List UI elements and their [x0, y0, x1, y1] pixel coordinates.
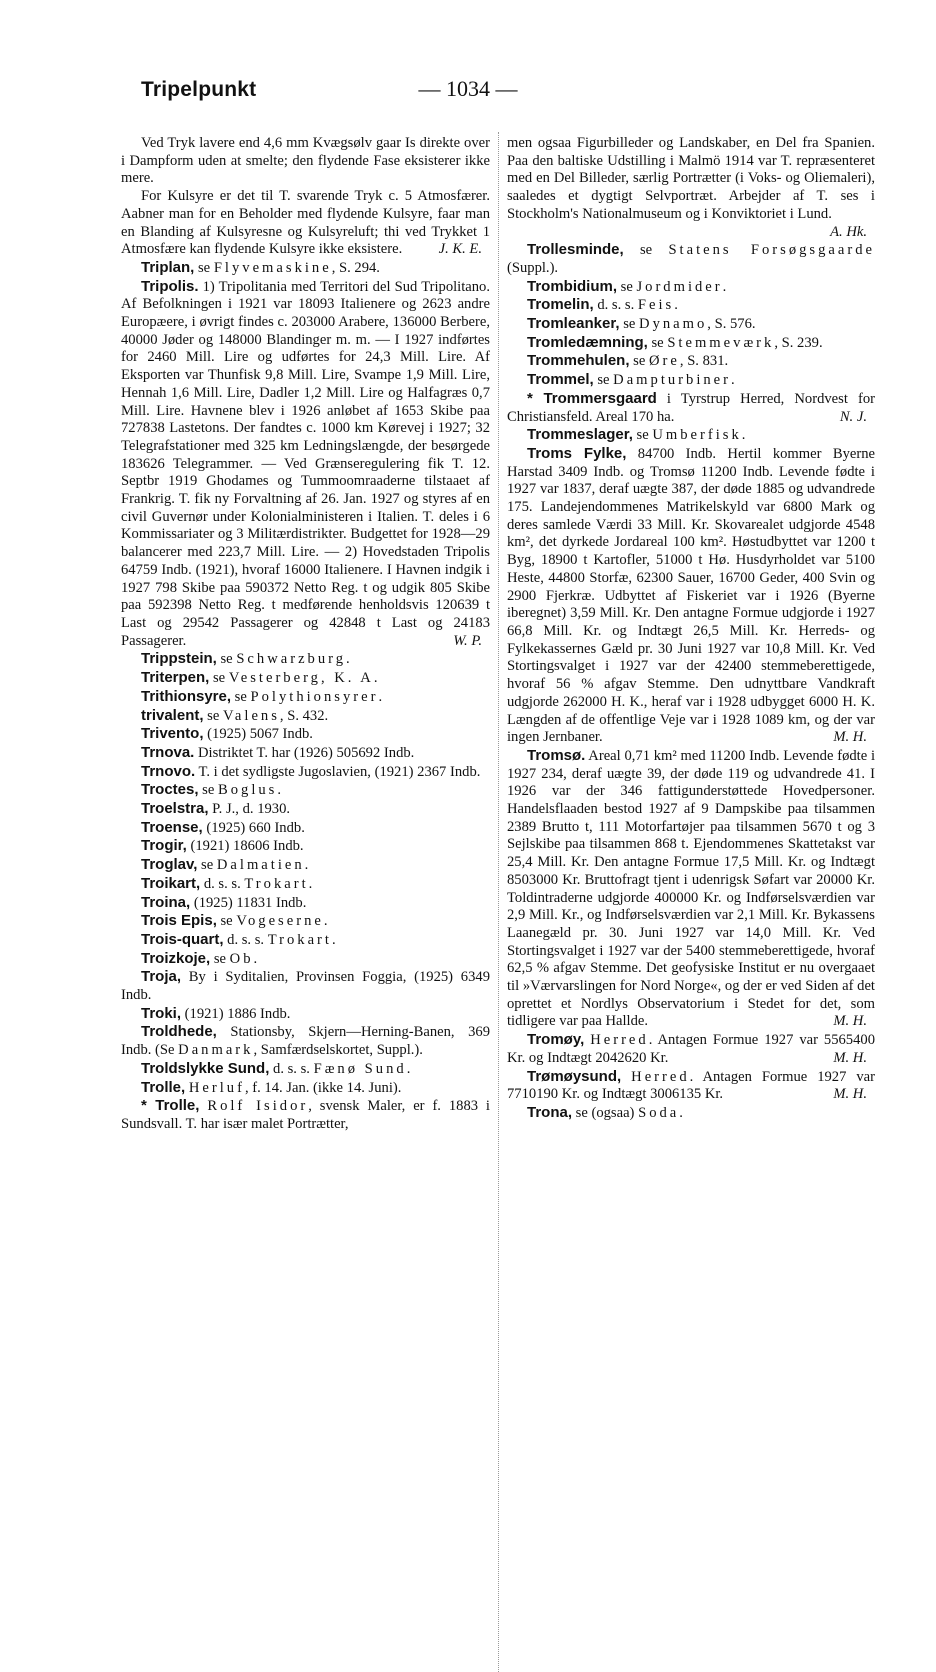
entry-text: (1921) 18606 Indb. — [186, 838, 304, 855]
entry-headword: Trommel, — [527, 371, 594, 389]
cross-reference: Jordmider — [636, 278, 723, 295]
entry-text: , S. 294. — [331, 259, 380, 276]
entry-text: . — [741, 427, 746, 444]
entry-paragraph — [121, 763, 490, 782]
entry-text: . — [406, 1060, 411, 1077]
entry-text: T. i det sydligste Jugoslavien, (1921) 2367 Indb. — [195, 763, 481, 780]
entry-text: . — [323, 913, 328, 930]
entry-text: se — [194, 259, 214, 276]
entry-headword: Troja, — [141, 968, 182, 986]
entry-headword: Trollesminde, — [527, 241, 624, 259]
entry-text: . — [331, 931, 336, 948]
entry-paragraph — [507, 1104, 875, 1123]
entry-text: i Tyrstrup Herred, Nordvest for Christiansfeld. Areal 170 ha. — [507, 390, 875, 425]
entry-paragraph — [121, 856, 490, 875]
entry-text: . — [253, 950, 258, 967]
entry-headword: Tripolis. — [141, 277, 199, 295]
cross-reference: Vesterberg, K. A. — [228, 670, 381, 687]
cross-reference: Rolf Isidor — [207, 1098, 309, 1115]
entry-paragraph — [121, 669, 490, 688]
entry-headword: Troctes, — [141, 781, 199, 799]
entry-paragraph — [121, 912, 490, 931]
left-column — [121, 135, 490, 1134]
entry-headword: Tromledæmning, — [527, 333, 648, 351]
entry-paragraph — [121, 744, 490, 763]
entry-headword: Trnova. — [141, 743, 195, 761]
entry-paragraph — [507, 278, 875, 297]
entry-headword: Tromelin, — [527, 296, 594, 314]
entry-text: se — [623, 242, 669, 259]
entry-text: . — [378, 688, 383, 705]
cross-reference: Herred — [631, 1068, 690, 1085]
entry-headword: Troldslykke Sund, — [141, 1059, 270, 1077]
entry-headword: Trithionsyre, — [141, 687, 232, 705]
entry-text: , S. 432. — [279, 707, 329, 724]
cross-reference: Dampturbiner — [613, 372, 732, 389]
page-header — [0, 76, 936, 110]
entry-text: . — [674, 297, 678, 314]
entry-text: Distriktet T. har (1926) 505692 Indb. — [194, 744, 415, 761]
entry-text: . — [346, 651, 350, 668]
entry-headword: * Trolle, — [141, 1097, 200, 1115]
entry-text: (1921) 1886 Indb. — [181, 1005, 291, 1022]
entry-text: , S. 831. — [679, 353, 729, 370]
entry-paragraph — [121, 278, 490, 651]
entry-headword: Trona, — [527, 1103, 573, 1121]
entry-text: . — [277, 782, 282, 799]
author-signature: N. J. — [839, 408, 867, 425]
entry-paragraph — [507, 352, 875, 371]
entry-text: se — [216, 913, 237, 930]
entry-paragraph — [507, 334, 875, 353]
entry-text: se — [216, 651, 237, 668]
entry-paragraph — [507, 296, 875, 315]
entry-paragraph — [507, 1031, 875, 1067]
entry-paragraph — [121, 781, 490, 800]
entry-text: . Antagen Formue 1927 var 5565400 Kr. og Indtægt 2042620 Kr. — [507, 1032, 875, 1066]
entry-text: , svensk Maler, er f. 1883 i Sundsvall. T. har især malet Portrætter, — [121, 1098, 490, 1132]
cross-reference: Flyvemaskine — [213, 259, 332, 276]
entry-headword: Trois Epis, — [141, 912, 217, 930]
cross-reference: Feis — [637, 297, 675, 314]
entry-headword: * Trommersgaard — [527, 389, 657, 407]
entry-paragraph — [121, 188, 490, 259]
entry-paragraph — [507, 390, 875, 426]
entry-text: (1925) 11831 Indb. — [190, 894, 307, 911]
entry-headword: Trolle, — [141, 1078, 186, 1096]
entry-text: se — [617, 278, 637, 295]
entry-text: se — [203, 707, 223, 724]
cross-reference: Valens — [223, 707, 280, 724]
entry-text: 84700 Indb. Hertil kommer Byerne Harstad 3409 Indb. og Tromsø 11200 Indb. Levende fødte i 1927 var 1837, deraf uægte 387, der døde 1885 og udvandrede 175. Landejendommenes Matrikelskyld var 6800 Mark og deres samlede Værdi 33 Mill. Kr. Skovarealet udgjorde 4548 km², det dyrkede Jordareal 100 km². Høstudbyttet var 1200 t Byg, 18900 t Kartofler, 51000 t Hø. Husdyrholdet var 5100 Heste, 44800 Storfæ, 62300 Sauer, 16700 Geder, 400 Svin og 2900 Fjerkræ. Udbyttet af Fiskeriet var i 1926 (Byerne iberegnet) 3,59 Mill. Kr. Den antagne Formue udgjorde i 1927 66,8 Mill. Kr. og Indtægt 26,5 Mill. Kr. Herreds- og Fylkekassernes Gæld pr. 30 Juni 1927 var 10,8 Mill. Kr. Ved Stortingsvalget i 1927 var der 42400 stemmeberettigede, hvoraf 56 % afgav Stemme. Den udnyttbare Vandkraft udgjorde 262000 H. K., heraf var i 1928 udbygget 6000 H. K. Længden af de offentlige Veje var i 1928 1089 km, og der var ingen Jernbaner. — [507, 445, 875, 746]
entry-text: Areal 0,71 km² med 11200 Indb. Levende fødte i 1927 234, deraf uægte 39, der døde 119 og udvandrede 41. I 1926 var der 346 fattigunderstøttede Hovedpersoner. Handelsflaaden bestod 1927 af 9 Dampskibe paa tilsammen 2389 Brutto t, 111 Motorfartøjer paa tilsammen 5670 t og 3 Sejlskibe paa tilsammen 868 t. Ejendommenes Skattetakst var 25,4 Mill. Kr. Den antagne Formue 17,5 Mill. Kr. og Indtægt 8503000 Kr. Bruttofragt tjent i udenrigsk Søfart var 20000 Kr. Toldintraderne udgjorde 400000 Kr. og Indførselsværdien var 2,9 Mill. Kr., og Indførselsværdien var 2,1 Mill. Kr. Bykassens Laanegæld pr. 30. Juni 1927 var 14,0 Mill. Kr. Ved Stortingsvalget i 1927 var der 5400 stemmeberettigede, hvoraf 62,5 % afgav Stemme. Det geofysiske Institut er nu overgaaet til »Værvarslingen for Nord Norge«, og der er ved Siden af det oprettet et Nordlys Observatorium i Stedet for det, som tidligere var paa Hallde. — [507, 747, 875, 1030]
entry-paragraph — [121, 800, 490, 819]
entry-text: . — [722, 278, 727, 295]
author-signature: M. H. — [833, 1013, 867, 1030]
entry-paragraph — [507, 426, 875, 445]
entry-text: . — [304, 857, 309, 874]
entry-text: se — [619, 316, 640, 333]
cross-reference: Ob — [229, 950, 254, 967]
entry-paragraph — [507, 371, 875, 390]
entry-text: P. J., d. 1930. — [208, 801, 291, 818]
entry-text: (1925) 660 Indb. — [202, 819, 305, 836]
entry-paragraph — [121, 1079, 490, 1098]
entry-text: se — [197, 857, 217, 874]
entry-paragraph — [121, 931, 490, 950]
entry-paragraph — [121, 968, 490, 1004]
entry-text: By i Syditalien, Provinsen Foggia, (1925) 6349 Indb. — [121, 969, 490, 1004]
entry-paragraph — [507, 445, 875, 747]
cross-reference: Statens Forsøgsgaarde — [668, 242, 875, 259]
entry-paragraph — [121, 1097, 490, 1133]
author-signature: W. P. — [453, 632, 482, 649]
entry-headword: Trippstein, — [141, 650, 217, 668]
entry-text: , S. 576. — [707, 316, 756, 333]
entry-paragraph — [121, 135, 490, 188]
cross-reference: Dynamo — [639, 316, 708, 333]
entry-headword: Troms Fylke, — [527, 444, 627, 462]
entry-text: se — [198, 782, 218, 799]
running-title: Tripelpunkt — [141, 78, 257, 101]
entry-text: d. s. s. — [593, 297, 638, 314]
entry-paragraph — [121, 650, 490, 669]
entry-paragraph — [121, 259, 490, 278]
entry-text: . Antagen Formue 1927 var 7710190 Kr. og Indtægt 3006135 Kr. — [507, 1068, 875, 1103]
cross-reference: Øre — [649, 353, 680, 370]
entry-text: se — [593, 372, 614, 389]
entry-paragraph — [121, 725, 490, 744]
cross-reference: Herluf — [188, 1079, 245, 1096]
entry-text: (1925) 5067 Indb. — [203, 726, 313, 743]
entry-text — [621, 1069, 631, 1085]
entry-text: (Suppl.). — [507, 259, 559, 276]
entry-paragraph — [121, 1005, 490, 1024]
entry-headword: Trømøysund, — [527, 1067, 622, 1085]
right-column — [507, 135, 875, 1123]
entry-text: se — [209, 670, 229, 687]
entry-headword: trivalent, — [141, 706, 204, 724]
entry-paragraph — [507, 315, 875, 334]
entry-headword: Triterpen, — [141, 669, 210, 687]
entry-headword: Troizkoje, — [141, 949, 211, 967]
cross-reference: Boglus — [218, 782, 278, 799]
author-signature: J. K. E. — [438, 241, 482, 258]
entry-headword: Trommeslager, — [527, 426, 633, 444]
entry-text: 1) Tripolitania med Territori del Sud Tripolitano. Af Befolkningen i 1921 var 18093 Italienere og 2623 andre Europæere, i øvrigt findes c. 203000 Arabere, 136000 Berbere, 40000 Jøder og 148000 Blandinger m. m. — I 1927 indførtes for 2460 Mill. Lire og udførtes for 24,3 Mill. Lire. Af Eksporten var Thunfisk 9,8 Mill. Lire, Svampe 1,9 Mill. Lire, Hennah 1,6 Mill. Lire, Dadler 1,2 Mill. Lire og Halfagræs 0,7 Mill. Lire. Havnene blev i 1926 anløbet af 1653 Skibe paa 727838 Lastetons. Der fandtes c. 1000 km Kørevej i 1927; 32 Telegrafstationer med 325 km Ledningslængde, der besørgede 183626 Telegrammer. — Ved Grænseregulering fik T. 12. Septbr 1919 Ghodames og Tummoomraaderne tilstaaet af Frankrig. T. fik ny Forvaltning af 26. Jan. 1927 og styres af en civil Guvernør under Kolonialministeren i Italien. T. deles i 6 Kommissariater og 3 Militærdistrikter. Budgettet for 1928—29 balancerer med 223,7 Mill. Lire. — 2) Hovedstaden Tripolis 64759 Indb. (1921), hvoraf 16000 Italienere. I Havnen indgik i 1927 798 Skibe paa 590372 Netto Reg. t og udgik 805 Skibe paa 592398 Netto Reg. t medførende henholdsvis 120639 t Last og 29542 Passagerer og 42848 t Last og 24183 Passagerer. — [121, 278, 490, 649]
entry-headword: Troglav, — [141, 856, 198, 874]
entry-paragraph — [121, 875, 490, 894]
entry-text: se — [647, 334, 668, 351]
cross-reference: Trokart — [267, 931, 332, 948]
entry-paragraph — [121, 1060, 490, 1079]
entry-headword: Troina, — [141, 893, 191, 911]
cross-reference: Vogeserne — [236, 913, 324, 930]
cross-reference: Danmark — [178, 1042, 254, 1059]
entry-paragraph — [121, 688, 490, 707]
entry-text: Ved Tryk lavere end 4,6 mm Kvægsølv gaar Is direkte over i Dampform uden at smelte; den flydende Fase eksisterer ikke mere. — [121, 135, 490, 187]
entry-paragraph — [121, 819, 490, 838]
cross-reference: Schwarzburg — [236, 651, 347, 668]
cross-reference: Polythionsyrer — [250, 688, 379, 705]
entry-headword: Trogir, — [141, 837, 187, 855]
entry-text: se — [632, 427, 653, 444]
entry-headword: Troense, — [141, 818, 203, 836]
entry-headword: Troikart, — [141, 874, 201, 892]
entry-text: se (ogsaa) — [572, 1104, 639, 1121]
entry-text: se — [629, 353, 649, 370]
entry-text: Stationsby, Skjern—Herning-Banen, 369 Indb. (Se — [121, 1024, 490, 1059]
entry-text: . — [308, 875, 313, 892]
entry-headword: Troelstra, — [141, 800, 209, 818]
entry-text: men ogsaa Figurbilleder og Landskaber, en Del fra Spanien. Paa den baltiske Udstilling i Malmö 1914 var T. repræsenteret med en Del Billeder, særlig Portrætter (i Voks- og Oliemaleri), saaledes et dygtigt Selvportræt. Arbejder af T. ses i Stockholm's Nationalmuseum og i Konviktoriet i Lund. — [507, 135, 875, 222]
entry-headword: Tromleanker, — [527, 315, 620, 333]
author-signature: A. Hk. — [830, 223, 867, 240]
entry-text: For Kulsyre er det til T. svarende Tryk c. 5 Atmosfærer. Aabner man for en Beholder med flydende Kulsyre, faar man en Blanding af Kulsyresne og Kulsyreluft; thi ved Trykket 1 Atmosfære kan flydende Kulsyre ikke eksistere. — [121, 188, 490, 258]
entry-text: , S. 239. — [774, 334, 823, 351]
entry-paragraph — [507, 747, 875, 1031]
entry-headword: Trois-quart, — [141, 930, 224, 948]
entry-headword: Troki, — [141, 1004, 182, 1022]
entry-headword: Tromøy, — [527, 1031, 585, 1049]
entry-headword: Trommehulen, — [527, 352, 630, 370]
entry-text: , Samfærdselskortet, Suppl.). — [253, 1042, 423, 1059]
cross-reference: Fænø Sund — [313, 1060, 407, 1077]
entry-text: se — [210, 950, 230, 967]
cross-reference: Umberfisk — [652, 427, 742, 444]
entry-paragraph — [121, 707, 490, 726]
entry-paragraph — [121, 894, 490, 913]
entry-headword: Troldhede, — [141, 1023, 217, 1041]
entry-paragraph — [507, 135, 875, 241]
entry-paragraph — [121, 837, 490, 856]
author-signature: M. H. — [833, 1049, 867, 1066]
entry-headword: Tromsø. — [527, 746, 586, 764]
entry-paragraph — [507, 241, 875, 277]
cross-reference: Soda — [638, 1104, 680, 1121]
entry-headword: Triplan, — [141, 258, 195, 276]
entry-paragraph — [507, 1068, 875, 1104]
entry-headword: Trivento, — [141, 725, 204, 743]
entry-text: d. s. s. — [200, 875, 245, 892]
cross-reference: Stemmeværk — [667, 334, 775, 351]
entry-headword: Trnovo. — [141, 762, 196, 780]
cross-reference: Trokart — [244, 875, 309, 892]
cross-reference: Herred — [590, 1032, 649, 1049]
entry-headword: Trombidium, — [527, 277, 617, 295]
entry-text: se — [231, 688, 251, 705]
author-signature: M. H. — [833, 1086, 867, 1103]
page-number: — 1034 — — [418, 76, 518, 101]
entry-text: , f. 14. Jan. (ikke 14. Juni). — [244, 1079, 402, 1096]
column-divider — [498, 132, 500, 1672]
author-signature: M. H. — [833, 729, 867, 746]
entry-text: d. s. s. — [223, 931, 268, 948]
entry-paragraph — [121, 1023, 490, 1059]
entry-text: . — [731, 372, 735, 389]
entry-text: . — [679, 1104, 683, 1121]
cross-reference: Dalmatien — [216, 857, 305, 874]
entry-paragraph — [121, 950, 490, 969]
entry-text: d. s. s. — [269, 1060, 314, 1077]
